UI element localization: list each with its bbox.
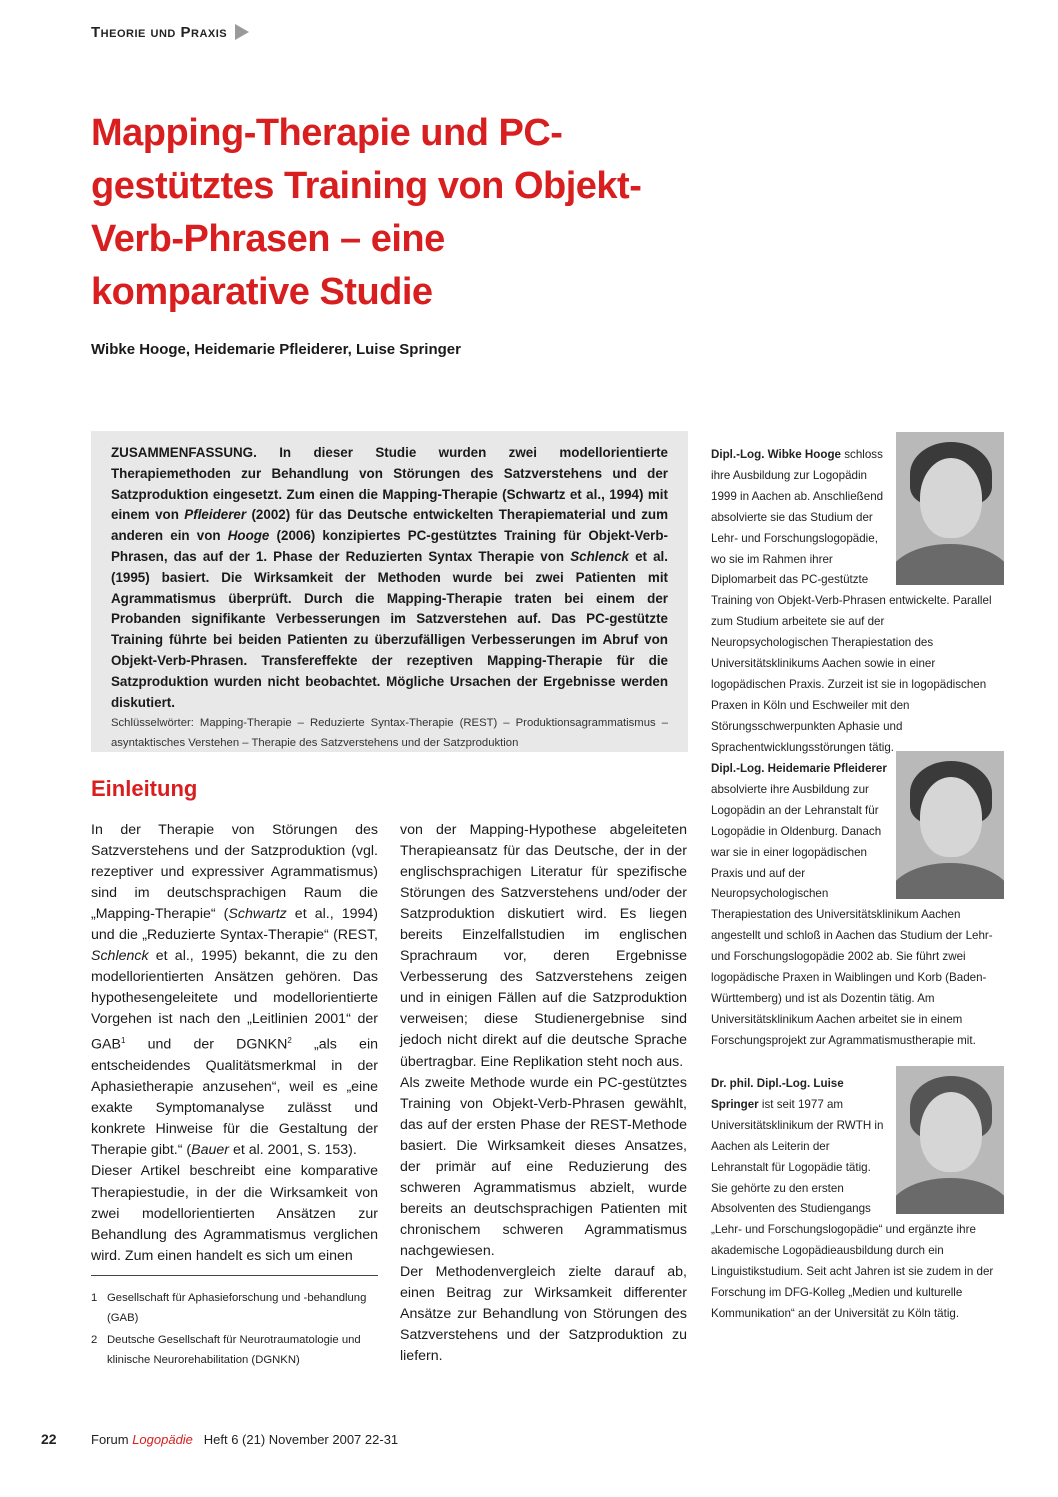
abstract-part: et al. (1995) basiert. Die Wirksamkeit der Methoden wurde bei zwei Patienten mit Agrammatismus überprüft. Durch die Mapping-Therapie traten bei einem der Probanden signifikante Verbesserungen im Satzverstehen auf. Das PC-gestützte Training führte bei beiden Patienten zu überzufälligen Verbesserungen im Abruf von Objekt-Verb-Phrasen. Transfereffekte der rezeptiven Mapping-Therapie für die Satzproduktion wurden nicht beobachtet. Mögliche Ursachen der Ergebnisse werden diskutiert.: [111, 548, 668, 710]
author-photo-springer: [896, 1066, 1004, 1214]
abstract-italic: Schlenck: [570, 548, 629, 564]
article-title: Mapping-Therapie und PC-gestütztes Training von Objekt-Verb-Phrasen – eine komparative Studie: [91, 112, 642, 313]
abstract-italic: Pfleiderer: [184, 507, 247, 523]
author-photo-hooge: [896, 432, 1004, 585]
footnote-2: [91, 1330, 378, 1370]
bio-name: Dr. phil. Dipl.-Log. Luise Springer: [711, 1077, 844, 1111]
page-footer: [0, 1428, 1058, 1452]
bio-pfleiderer: [711, 759, 1001, 1052]
body-paragraph: Als zweite Methode wurde ein PC-gestütztes Training von Objekt-Verb-Phrasen gewählt, das auf der ersten Phase der REST-Methode basiert. Die Wirksamkeit dieses Ansatzes, der primär auf eine Reduzierung des schweren Agrammatismus abzielt, wurde bereits an deutschsprachigen Patienten mit chronischem schweren Agrammatismus nachgewiesen.: [400, 1074, 687, 1259]
body-paragraph: Dieser Artikel beschreibt eine komparative Therapiestudie, in der die Wirksamkeit von zwei modellorientierten Ansätzen zur Behandlung des Agrammatismus verglichen wird. Zum einen handelt es sich um einen: [91, 1163, 378, 1264]
footnotes: [91, 1288, 378, 1372]
abstract-part: In dieser Studie wurden zwei modellorientierte Therapiemethoden zur Behandlung von Störungen des Satzverstehens und der Satzproduktion eingesetzt. Zum einen die Mapping-Therapie (Schwartz et al., 1994) mit einem von: [111, 445, 668, 523]
abstract-part: (2006) konzipiertes PC-gestütztes Training für Objekt-Verb-Phrasen, das auf der 1. Phase der Reduzierten Syntax Therapie von: [111, 528, 668, 564]
journal-info: [91, 1432, 398, 1447]
footnote-ref: 1: [120, 1036, 126, 1046]
footnote-text: Gesellschaft für Aphasieforschung und -behandlung (GAB): [107, 1292, 367, 1324]
abstract-label: ZUSAMMENFASSUNG.: [111, 445, 257, 460]
bio-name: Dipl.-Log. Heidemarie Pfleiderer: [711, 762, 887, 775]
footnote-1: [91, 1288, 378, 1328]
section-label: [91, 24, 249, 41]
abstract-part: (2002) für das Deutsche entwickelten Therapiematerial und zum anderen ein von: [111, 507, 668, 544]
text-run: et al., 1994) und die „Reduzierte Syntax-Therapie“ (REST,: [91, 906, 378, 944]
journal-brand: Logopädie: [132, 1432, 193, 1447]
bio-text: ist seit 1977 am Universitätsklinikum der RWTH in Aachen als Leiterin der Lehranstalt für Logopädie tätig. Sie gehörte zu den ersten Absolventen des Studiengangs „Lehr- und Forschungslogopädie“ und ergänzte ihre akademische Logopädieausbildung durch ein Linguistikstudium. Seit acht Jahren ist sie zudem in der Forschung im DFG-Kolleg „Medien und kulturelle Kommunikation“ an der Universität zu Köln tätig.: [711, 1097, 994, 1320]
text-run: et al. 2001, S. 153).: [229, 1142, 357, 1159]
text-italic: Schwartz: [228, 906, 287, 923]
abstract-italic: Hooge: [227, 528, 270, 544]
author-photo-pfleiderer: [896, 751, 1004, 899]
journal-issue: Heft 6 (21) November 2007 22-31: [203, 1432, 399, 1447]
abstract-text: [111, 443, 668, 713]
text-italic: Bauer: [191, 1142, 230, 1159]
body-column-1: [91, 820, 378, 1267]
footnote-number: 1: [91, 1292, 98, 1304]
body-column-2: [400, 820, 687, 1367]
text-run: „als ein entscheidendes Qualitätsmerkmal in der Aphasietherapie anzusehen“, weil es „eine exakte Symptomanalyse zulässt und konkrete Hinweise für die Gestaltung der Therapie gibt.“ (: [91, 1037, 378, 1159]
bio-name: Dipl.-Log. Wibke Hooge: [711, 448, 841, 461]
footnote-text: Deutsche Gesellschaft für Neurotraumatologie und klinische Neurorehabilitation (DGNKN): [107, 1334, 361, 1366]
bio-hooge: [711, 445, 1001, 759]
footnote-ref: 2: [287, 1036, 292, 1046]
body-paragraph: Der Methodenvergleich zielte darauf ab, einen Beitrag zur Wirksamkeit differenter Ansätze zur Behandlung von Störungen des Satzverstehens und der Satzproduktion zu liefern.: [400, 1263, 687, 1365]
text-run: In der Therapie von Störungen des Satzverstehens und der Satzproduktion (vgl. rezeptiver und expressiver Agrammatismus) sind im deutschsprachigen Raum die „Mapping-Therapie“ (: [91, 822, 378, 923]
bio-text: absolvierte ihre Ausbildung zur Logopädin an der Lehranstalt für Logopädie in Oldenburg. Danach war sie in einer logopädischen Praxis und auf der Neuropsychologischen Therapiestation des Universitätsklinikum Aachen angestellt und schloß in Aachen das Studium der Lehr- und Forschungslogopädie 2002 ab. Sie führt zwei logopädische Praxen in Waiblingen und Korb (Baden-Württemberg) und ist als Dozentin tätig. Am Universitätsklinikum Aachen arbeitet sie in einem Forschungsprojekt zur Agrammatismustherapie mit.: [711, 782, 993, 1047]
triangle-right-icon: [235, 24, 249, 40]
footnote-divider: [91, 1275, 378, 1276]
text-run: et al., 1995) bekannt, die zu den modellorientierten Ansätzen gehören. Das hypothesengeleitete und modellorientierte Vorgehen ist nach den „Leitlinien 2001“ der GAB: [91, 948, 378, 1054]
body-paragraph: [91, 820, 378, 1161]
page-number: 22: [41, 1431, 57, 1447]
text-run: und der DGNKN: [125, 1037, 288, 1054]
text-italic: Schlenck: [91, 948, 149, 965]
section-label-text: Theorie und Praxis: [91, 24, 228, 41]
bio-text: schloss ihre Ausbildung zur Logopädin 1999 in Aachen ab. Anschließend absolvierte sie das Studium der Lehr- und Forschungslogopädie, wo sie im Rahmen ihrer Diplomarbeit das PC-gestützte Training von Objekt-Verb-Phrasen entwickelte. Parallel zum Studium arbeitete sie auf der Neuropsychologischen Therapiestation des Universitätsklinikums Aachen sowie in einer logopädischen Praxis. Zurzeit ist sie in logopädischen Praxen in Köln und Eschweiler mit den Störungsschwerpunkten Aphasie und Sprachentwicklungsstörungen tätig.: [711, 448, 992, 754]
keywords: Schlüsselwörter: Mapping-Therapie – Reduzierte Syntax-Therapie (REST) – Produktionsagrammatismus – asyntaktisches Verstehen – Therapie des Satzverstehens und der Satzproduktion: [111, 717, 668, 750]
bio-springer: [711, 1074, 1001, 1325]
footnote-number: 2: [91, 1334, 98, 1346]
body-paragraph: von der Mapping-Hypothese abgeleiteten Therapieansatz für das Deutsche, der in der englischsprachigen Literatur für spezifische Störungen des Satzverstehens und/oder der Satzproduktion diskutiert wird. Es liegen bereits Einzelfallstudien im englischen Sprachraum vor, deren Ergebnisse Verbesserung des Satzverstehens zeigen und in einigen Fällen auf die Satzproduktion verweisen; diese Studienergebnise sind jedoch nicht direkt auf die deutsche Sprache übertragbar. Eine Replikation steht noch aus.: [400, 822, 687, 1070]
abstract-box: [91, 431, 688, 752]
journal-forum: Forum: [91, 1432, 129, 1447]
article-authors: Wibke Hooge, Heidemarie Pfleiderer, Luise Springer: [91, 341, 461, 358]
section-heading-einleitung: Einleitung: [91, 776, 198, 801]
